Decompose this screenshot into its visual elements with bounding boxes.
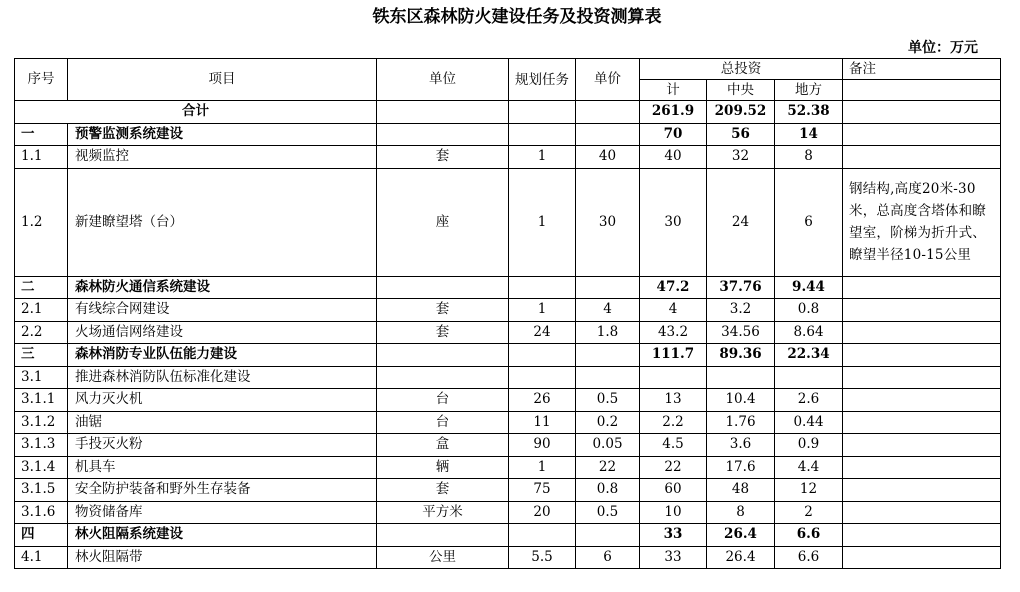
row-local: 6 [775,168,843,276]
row-unit: 台 [377,389,509,412]
row-unit: 盒 [377,434,509,457]
row-task: 5.5 [509,546,576,569]
row-note [843,546,1001,569]
row-total: 47.2 [640,276,707,299]
row-price: 4 [576,299,640,322]
row-note: 钢结构,高度20米-30米，总高度含塔体和瞭望室，阶梯为折升式、瞭望半径10-15公里 [843,168,1001,276]
header-central: 中央 [707,80,775,101]
header-item: 项目 [68,59,377,101]
row-unit [377,524,509,547]
row-item: 手投灭火粉 [68,434,377,457]
row-item: 油锯 [68,411,377,434]
table-row [15,276,1001,299]
row-item: 物资储备库 [68,501,377,524]
row-central: 89.36 [707,344,775,367]
row-note [843,501,1001,524]
row-price: 30 [576,168,640,276]
table-row [15,501,1001,524]
row-note [843,123,1001,146]
row-local: 2 [775,501,843,524]
header-unit: 单位 [377,59,509,101]
row-unit: 套 [377,321,509,344]
row-total: 13 [640,389,707,412]
row-central: 8 [707,501,775,524]
row-item: 森林消防专业队伍能力建设 [68,344,377,367]
row-total: 30 [640,168,707,276]
row-total: 10 [640,501,707,524]
row-price [576,524,640,547]
table-row [15,168,1001,276]
row-local: 8.64 [775,321,843,344]
row-central: 32 [707,146,775,169]
table-row [15,456,1001,479]
row-total: 60 [640,479,707,502]
row-seq: 二 [15,276,68,299]
row-price: 6 [576,546,640,569]
total-unit [377,101,509,124]
row-task: 26 [509,389,576,412]
row-seq: 一 [15,123,68,146]
row-local: 2.6 [775,389,843,412]
row-price: 1.8 [576,321,640,344]
header-price: 单价 [576,59,640,101]
table-row [15,524,1001,547]
row-item: 森林防火通信系统建设 [68,276,377,299]
row-item: 林火阻隔带 [68,546,377,569]
total-row [15,101,1001,124]
row-seq: 1.2 [15,168,68,276]
row-central: 26.4 [707,546,775,569]
table-row [15,299,1001,322]
row-central: 3.6 [707,434,775,457]
row-total: 2.2 [640,411,707,434]
row-unit: 公里 [377,546,509,569]
row-seq: 3.1.2 [15,411,68,434]
row-task: 1 [509,299,576,322]
table-row [15,123,1001,146]
header-task: 规划任务 [509,59,576,101]
row-central: 34.56 [707,321,775,344]
row-task [509,344,576,367]
row-item: 火场通信网络建设 [68,321,377,344]
row-price: 40 [576,146,640,169]
row-unit: 座 [377,168,509,276]
row-local: 0.8 [775,299,843,322]
row-note [843,146,1001,169]
row-seq: 2.1 [15,299,68,322]
row-note [843,411,1001,434]
row-local: 6.6 [775,546,843,569]
row-seq: 4.1 [15,546,68,569]
total-label: 合计 [15,101,377,124]
row-price [576,123,640,146]
row-item: 预警监测系统建设 [68,123,377,146]
row-total: 40 [640,146,707,169]
row-seq: 3.1.3 [15,434,68,457]
table-row [15,366,1001,389]
row-total [640,366,707,389]
header-note-blank [843,80,1001,101]
table-row [15,321,1001,344]
row-item: 新建瞭望塔（台） [68,168,377,276]
row-central: 37.76 [707,276,775,299]
row-task: 1 [509,146,576,169]
document-title: 铁东区森林防火建设任务及投资测算表 [372,7,662,27]
row-seq: 3.1.6 [15,501,68,524]
row-price: 0.2 [576,411,640,434]
row-central: 17.6 [707,456,775,479]
row-seq: 三 [15,344,68,367]
row-unit: 套 [377,479,509,502]
row-unit [377,123,509,146]
row-task: 1 [509,456,576,479]
table-row [15,479,1001,502]
row-price [576,366,640,389]
row-total: 33 [640,546,707,569]
header-local: 地方 [775,80,843,101]
row-local: 0.9 [775,434,843,457]
row-seq: 2.2 [15,321,68,344]
header-total: 计 [640,80,707,101]
row-local: 4.4 [775,456,843,479]
row-price: 0.5 [576,501,640,524]
table-row [15,411,1001,434]
row-central: 56 [707,123,775,146]
row-item: 有线综合网建设 [68,299,377,322]
row-unit: 辆 [377,456,509,479]
row-price: 22 [576,456,640,479]
row-task [509,276,576,299]
row-note [843,299,1001,322]
row-price [576,276,640,299]
row-note [843,524,1001,547]
row-unit: 套 [377,146,509,169]
row-local [775,366,843,389]
row-task [509,123,576,146]
row-note [843,276,1001,299]
total-note [843,101,1001,124]
table-row [15,546,1001,569]
total-task [509,101,576,124]
row-total: 33 [640,524,707,547]
row-price: 0.5 [576,389,640,412]
table-row [15,389,1001,412]
row-local: 9.44 [775,276,843,299]
header-invest: 总投资 [640,59,843,80]
row-central: 3.2 [707,299,775,322]
row-seq: 四 [15,524,68,547]
investment-table [14,58,1001,569]
row-task: 24 [509,321,576,344]
total-local: 52.38 [775,101,843,124]
row-note [843,456,1001,479]
row-price: 0.8 [576,479,640,502]
row-central: 10.4 [707,389,775,412]
row-item: 推进森林消防队伍标准化建设 [68,366,377,389]
row-local: 0.44 [775,411,843,434]
row-total: 4 [640,299,707,322]
total-central: 209.52 [707,101,775,124]
row-item: 视频监控 [68,146,377,169]
table-row [15,344,1001,367]
row-local: 6.6 [775,524,843,547]
row-total: 43.2 [640,321,707,344]
row-total: 4.5 [640,434,707,457]
row-seq: 3.1 [15,366,68,389]
row-task: 1 [509,168,576,276]
row-task [509,524,576,547]
header-row-1 [15,59,1001,80]
row-note [843,389,1001,412]
row-seq: 3.1.4 [15,456,68,479]
row-task: 20 [509,501,576,524]
row-local: 14 [775,123,843,146]
total-sum: 261.9 [640,101,707,124]
row-unit [377,344,509,367]
row-item: 安全防护装备和野外生存装备 [68,479,377,502]
row-central: 48 [707,479,775,502]
row-total: 70 [640,123,707,146]
row-central: 24 [707,168,775,276]
row-total: 111.7 [640,344,707,367]
row-unit [377,366,509,389]
row-unit: 套 [377,299,509,322]
row-note [843,479,1001,502]
row-item: 风力灭火机 [68,389,377,412]
header-seq: 序号 [15,59,68,101]
row-central: 26.4 [707,524,775,547]
row-seq: 1.1 [15,146,68,169]
row-note [843,366,1001,389]
row-local: 22.34 [775,344,843,367]
row-local: 8 [775,146,843,169]
table-row [15,434,1001,457]
row-price [576,344,640,367]
row-central [707,366,775,389]
row-task: 11 [509,411,576,434]
table-row [15,146,1001,169]
unit-label: 单位：万元 [908,40,978,56]
row-item: 机具车 [68,456,377,479]
row-seq: 3.1.1 [15,389,68,412]
row-note [843,321,1001,344]
total-price [576,101,640,124]
row-item: 林火阻隔系统建设 [68,524,377,547]
row-price: 0.05 [576,434,640,457]
row-central: 1.76 [707,411,775,434]
row-unit: 台 [377,411,509,434]
header-note: 备注 [843,59,1001,80]
row-seq: 3.1.5 [15,479,68,502]
row-note [843,434,1001,457]
row-task: 75 [509,479,576,502]
row-task: 90 [509,434,576,457]
row-note [843,344,1001,367]
row-unit: 平方米 [377,501,509,524]
row-unit [377,276,509,299]
row-total: 22 [640,456,707,479]
row-task [509,366,576,389]
row-local: 12 [775,479,843,502]
